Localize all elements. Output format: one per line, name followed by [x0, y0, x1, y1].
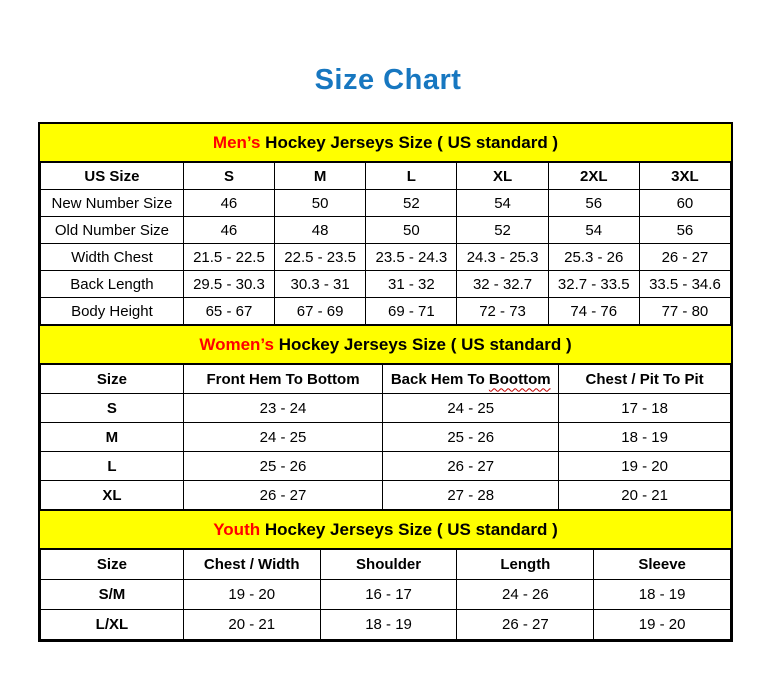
table-cell: 18 - 19 — [559, 423, 731, 452]
table-cell: 22.5 - 23.5 — [275, 244, 366, 271]
table-cell: 24 - 25 — [383, 394, 559, 423]
table-row — [41, 452, 731, 481]
row-label-cell: XL — [41, 481, 184, 510]
column-header-cell — [594, 550, 731, 580]
size-table-youth — [40, 549, 731, 640]
size-table-section-mens — [40, 124, 731, 325]
table-cell: 33.5 - 34.6 — [639, 271, 730, 298]
section-header-mens — [40, 124, 731, 162]
column-header-row — [41, 550, 731, 580]
page-title: Size Chart — [314, 64, 462, 96]
table-cell: 21.5 - 22.5 — [183, 244, 274, 271]
table-cell: 25 - 26 — [183, 452, 382, 481]
table-cell: 24 - 25 — [183, 423, 382, 452]
column-header-label: Length — [500, 556, 551, 573]
column-header-cell — [183, 550, 320, 580]
column-header-cell — [639, 163, 730, 190]
table-cell: 19 - 20 — [183, 580, 320, 610]
column-header-row — [41, 163, 731, 190]
section-header-text: Hockey Jerseys Size ( US standard ) — [273, 335, 572, 354]
size-table-section-womens — [40, 325, 731, 510]
size-table-section-youth — [40, 510, 731, 640]
column-header-label: L — [406, 167, 416, 185]
misspelled-word: Boottom — [488, 370, 551, 388]
column-header-label: US Size — [84, 167, 140, 185]
table-cell: 18 - 19 — [594, 580, 731, 610]
column-header-label: M — [313, 167, 327, 185]
column-header-label: Chest / Pit To Pit — [585, 370, 704, 388]
column-header-cell — [457, 550, 594, 580]
table-cell: 46 — [183, 190, 274, 217]
table-cell: 23 - 24 — [183, 394, 382, 423]
row-label-cell: S — [41, 394, 184, 423]
column-header-label: Sleeve — [638, 556, 686, 573]
table-cell: 77 - 80 — [639, 298, 730, 325]
table-cell: 31 - 32 — [366, 271, 457, 298]
column-header-label: 3XL — [671, 167, 699, 185]
column-header-label: Shoulder — [356, 556, 422, 573]
column-header-row — [41, 365, 731, 394]
column-header-cell — [41, 163, 184, 190]
table-cell: 27 - 28 — [383, 481, 559, 510]
row-label-cell: Back Length — [41, 271, 184, 298]
table-cell: 32.7 - 33.5 — [548, 271, 639, 298]
table-row — [41, 271, 731, 298]
row-label-cell: L/XL — [41, 610, 184, 640]
table-cell: 30.3 - 31 — [275, 271, 366, 298]
table-cell: 32 - 32.7 — [457, 271, 548, 298]
table-row — [41, 481, 731, 510]
section-header-text: Hockey Jerseys Size ( US standard ) — [260, 520, 558, 539]
table-cell: 26 - 27 — [457, 610, 594, 640]
table-cell: 52 — [457, 217, 548, 244]
column-header-cell — [383, 365, 559, 394]
table-cell: 65 - 67 — [183, 298, 274, 325]
table-cell: 24 - 26 — [457, 580, 594, 610]
table-cell: 20 - 21 — [559, 481, 731, 510]
table-cell: 23.5 - 24.3 — [366, 244, 457, 271]
size-table-womens — [40, 364, 731, 510]
table-cell: 50 — [275, 190, 366, 217]
table-row — [41, 298, 731, 325]
table-cell: 26 - 27 — [639, 244, 730, 271]
table-row — [41, 190, 731, 217]
table-cell: 25.3 - 26 — [548, 244, 639, 271]
column-header-label: XL — [492, 167, 513, 185]
table-cell: 50 — [366, 217, 457, 244]
column-header-cell — [275, 163, 366, 190]
column-header-cell — [548, 163, 639, 190]
tables-wrap — [38, 122, 733, 642]
table-cell: 52 — [366, 190, 457, 217]
column-header-cell — [183, 163, 274, 190]
column-header-cell — [41, 550, 184, 580]
column-header-cell — [559, 365, 731, 394]
row-label-cell: Body Height — [41, 298, 184, 325]
section-header-text: Hockey Jerseys Size ( US standard ) — [260, 133, 559, 152]
table-row — [41, 610, 731, 640]
table-cell: 18 - 19 — [320, 610, 457, 640]
column-header-cell — [320, 550, 457, 580]
table-cell: 24.3 - 25.3 — [457, 244, 548, 271]
row-label-cell: M — [41, 423, 184, 452]
column-header-label: S — [223, 167, 234, 185]
table-cell: 69 - 71 — [366, 298, 457, 325]
column-header-label: Size — [96, 370, 127, 388]
row-label-cell: New Number Size — [41, 190, 184, 217]
row-label-cell: Old Number Size — [41, 217, 184, 244]
column-header-label: Size — [96, 556, 127, 573]
column-header-cell — [183, 365, 382, 394]
column-header-label: 2XL — [580, 167, 608, 185]
table-cell: 56 — [639, 217, 730, 244]
table-cell: 25 - 26 — [383, 423, 559, 452]
section-header-womens — [40, 325, 731, 364]
table-row — [41, 217, 731, 244]
table-cell: 17 - 18 — [559, 394, 731, 423]
row-label-cell: S/M — [41, 580, 184, 610]
column-header-cell — [366, 163, 457, 190]
table-cell: 74 - 76 — [548, 298, 639, 325]
table-cell: 48 — [275, 217, 366, 244]
table-cell: 56 — [548, 190, 639, 217]
column-header-label: Back Hem To — [390, 370, 489, 388]
table-row — [41, 580, 731, 610]
section-header-highlight: Youth — [213, 520, 261, 539]
size-table-mens — [40, 162, 731, 325]
table-cell: 29.5 - 30.3 — [183, 271, 274, 298]
table-cell: 46 — [183, 217, 274, 244]
table-cell: 26 - 27 — [383, 452, 559, 481]
section-header-highlight: Men’s — [212, 133, 261, 152]
table-cell: 67 - 69 — [275, 298, 366, 325]
table-cell: 16 - 17 — [320, 580, 457, 610]
section-header-highlight: Women’s — [199, 335, 274, 354]
row-label-cell: Width Chest — [41, 244, 184, 271]
column-header-label: Chest / Width — [203, 556, 300, 573]
table-cell: 60 — [639, 190, 730, 217]
section-header-youth — [40, 510, 731, 549]
table-row — [41, 244, 731, 271]
table-cell: 19 - 20 — [594, 610, 731, 640]
row-label-cell: L — [41, 452, 184, 481]
table-row — [41, 423, 731, 452]
table-cell: 20 - 21 — [183, 610, 320, 640]
table-cell: 19 - 20 — [559, 452, 731, 481]
column-header-cell — [41, 365, 184, 394]
table-cell: 72 - 73 — [457, 298, 548, 325]
table-cell: 54 — [548, 217, 639, 244]
table-cell: 26 - 27 — [183, 481, 382, 510]
table-cell: 54 — [457, 190, 548, 217]
table-row — [41, 394, 731, 423]
column-header-label: Front Hem To Bottom — [206, 370, 360, 388]
column-header-cell — [457, 163, 548, 190]
